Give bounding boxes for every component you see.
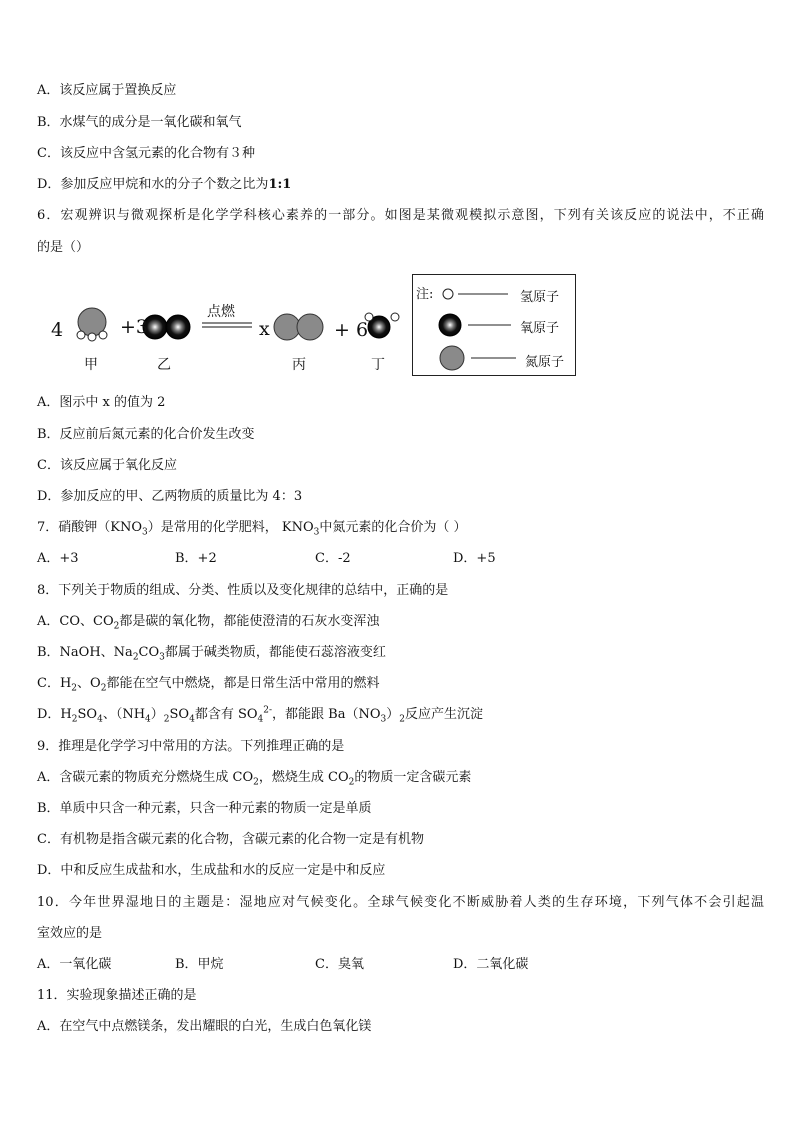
- q8-option-d: [37, 707, 483, 723]
- q8b-part1: B．NaOH、Na: [37, 645, 133, 660]
- q9a-part3: 的物质一定含碳元素: [354, 770, 472, 785]
- q6-option-b: B．反应前后氮元素的化合价发生改变: [37, 427, 255, 442]
- q5-option-d-ratio: 1:1: [268, 177, 292, 192]
- q5-option-d: [37, 177, 291, 193]
- q6-option-a: A．图示中 x 的值为 2: [37, 395, 166, 410]
- q9a-sub1: 2: [253, 777, 259, 788]
- q8d-part4: ）: [150, 707, 164, 722]
- q9-option-d: D．中和反应生成盐和水，生成盐和水的反应一定是中和反应: [37, 863, 386, 878]
- molecule-bing: [274, 314, 323, 340]
- q9a-sub2: 2: [348, 777, 355, 788]
- q7-option-c: C．-2: [315, 551, 351, 566]
- q9-stem: 9．推理是化学学习中常用的方法。下列推理正确的是: [37, 739, 345, 754]
- q8d-part6: 都含有 SO: [194, 707, 258, 722]
- q8c-part1: C．H: [37, 676, 72, 691]
- q5-option-a: A．该反应属于置换反应: [37, 83, 177, 98]
- q8d-part5: SO: [169, 707, 190, 722]
- legend-nitrogen: 氮原子: [525, 355, 565, 370]
- nitrogen-atom-icon: [440, 346, 464, 370]
- q9a-part1: A．含碳元素的物质充分燃烧生成 CO: [37, 770, 254, 785]
- q8c-part2: 、O: [77, 676, 101, 691]
- molecule-jia: [77, 308, 107, 341]
- oxygen-atom-icon: [439, 314, 461, 336]
- q8d-part3: 、（NH: [102, 707, 146, 722]
- label-ding: 丁: [371, 357, 385, 373]
- q9-option-c: C．有机物是指含碳元素的化合物，含碳元素的化合物一定是有机物: [37, 832, 424, 847]
- q7-option-a: A．+3: [37, 551, 79, 566]
- q8d-sup: 2-: [263, 705, 273, 716]
- q8d-part7: ，都能跟 Ba（NO: [272, 707, 381, 722]
- q11-stem: 11．实验现象描述正确的是: [37, 988, 197, 1003]
- q8d-part1: D．H: [37, 707, 72, 722]
- q10-option-d: D．二氧化碳: [453, 957, 529, 972]
- q8d-sub3: 4: [145, 714, 151, 725]
- label-jia: 甲: [84, 357, 98, 373]
- q7-stem-part3: 中氮元素的化合价为（ ）: [319, 520, 467, 535]
- q8c-sub2: 2: [100, 683, 107, 694]
- q8c-part3: 都能在空气中燃烧，都是日常生活中常用的燃料: [106, 676, 380, 691]
- q8b-part2: CO: [138, 645, 160, 660]
- q8c-sub1: 2: [71, 683, 78, 694]
- legend-title: 注:: [416, 287, 434, 302]
- q10-stem-line2: 室效应的是: [37, 926, 103, 941]
- q8d-sub6: 4: [257, 714, 264, 725]
- q8a-part1: A．CO、CO: [37, 614, 114, 629]
- coef-bing: x: [259, 318, 270, 340]
- q8b-sub1: 2: [132, 652, 139, 663]
- q10-option-b: B．甲烷: [175, 957, 224, 972]
- q5-option-d-text: D．参加反应甲烷和水的分子个数之比为: [37, 177, 269, 192]
- q7-option-b: B．+2: [175, 551, 217, 566]
- q9a-part2: ，燃烧生成 CO: [258, 770, 349, 785]
- q6-stem-line2: 的是（）: [37, 240, 90, 255]
- q8-option-a: [37, 614, 379, 630]
- q11-option-a: A．在空气中点燃镁条，发出耀眼的白光，生成白色氧化镁: [37, 1019, 372, 1034]
- coef-yi: +3: [120, 316, 149, 338]
- q8d-part9: 反应产生沉淀: [405, 707, 484, 722]
- q9-option-a: [37, 770, 471, 786]
- q6-stem-line1: 6．宏观辨识与微观探析是化学学科核心素养的一部分。如图是某微观模拟示意图，下列有关该反应的说法中，不正确: [37, 208, 764, 223]
- molecule-yi: [143, 315, 190, 339]
- label-yi: 乙: [157, 357, 171, 373]
- q7-sub-2: 3: [313, 527, 320, 538]
- q8d-sub5: 4: [189, 714, 195, 725]
- label-bing: 丙: [292, 357, 306, 373]
- coef-jia: 4: [51, 319, 64, 341]
- q8-stem: 8．下列关于物质的组成、分类、性质以及变化规律的总结中，正确的是: [37, 583, 449, 598]
- q8d-sub4: 2: [163, 714, 170, 725]
- q7-option-d: D．+5: [453, 551, 496, 566]
- q7-stem: [37, 520, 467, 536]
- q8d-sub1: 2: [71, 714, 78, 725]
- legend-box: [412, 274, 576, 376]
- reaction-equals: [202, 323, 252, 327]
- hydrogen-atom-icon: [443, 289, 453, 299]
- q7-sub-1: 3: [142, 527, 148, 538]
- q8d-part2: SO: [77, 707, 98, 722]
- q10-stem-line1: 10．今年世界湿地日的主题是：湿地应对气候变化。全球气候变化不断威胁着人类的生存环境，下列气体不会引起温: [37, 895, 764, 910]
- q10-option-c: C．臭氧: [315, 957, 364, 972]
- q7-stem-part1: 7．硝酸钾（KNO: [37, 520, 143, 535]
- q8d-sub7: 3: [380, 714, 387, 725]
- q9-option-b: B．单质中只含一种元素，只含一种元素的物质一定是单质: [37, 801, 372, 816]
- q8a-sub: 2: [113, 621, 120, 632]
- q5-option-b: B．水煤气的成分是一氧化碳和氧气: [37, 115, 242, 130]
- q7-stem-part2: ）是常用的化学肥料， KNO: [147, 520, 314, 535]
- q8-option-b: [37, 645, 386, 661]
- molecule-ding: [365, 313, 399, 338]
- q6-option-c: C．该反应属于氧化反应: [37, 458, 177, 473]
- coef-ding: + 6: [334, 319, 369, 341]
- q8d-sub8: 2: [399, 714, 406, 725]
- q8d-part8: ）: [386, 707, 400, 722]
- q10-option-a: A．一氧化碳: [37, 957, 112, 972]
- q8-option-c: [37, 676, 379, 692]
- q8d-sub2: 4: [97, 714, 103, 725]
- q8a-part2: 都是碳的氧化物，都能使澄清的石灰水变浑浊: [119, 614, 380, 629]
- q6-option-d: D．参加反应的甲、乙两物质的质量比为 4：3: [37, 489, 303, 504]
- legend-oxygen: 氧原子: [520, 321, 560, 336]
- reaction-diagram: [50, 272, 590, 382]
- reaction-condition: 点燃: [207, 304, 235, 320]
- q8b-sub2: 3: [159, 652, 165, 663]
- q8b-part3: 都属于碱类物质，都能使石蕊溶液变红: [164, 645, 386, 660]
- legend-hydrogen: 氢原子: [520, 290, 560, 305]
- q5-option-c: C．该反应中含氢元素的化合物有３种: [37, 146, 255, 161]
